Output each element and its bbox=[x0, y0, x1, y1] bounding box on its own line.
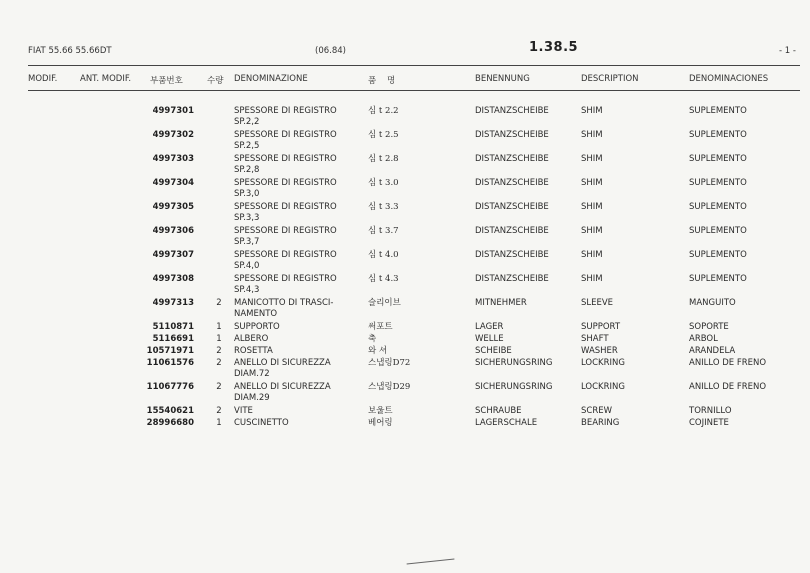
quantity: 2 bbox=[216, 406, 222, 416]
spanish-name: ANILLO DE FRENO bbox=[689, 382, 767, 392]
english-name: SHIM bbox=[581, 274, 603, 284]
english-name: SHIM bbox=[581, 154, 603, 164]
col-header-denominazione: DENOMINAZIONE bbox=[234, 74, 308, 84]
col-header-ant-modif: ANT. MODIF. bbox=[80, 74, 132, 84]
quantity: 1 bbox=[216, 334, 222, 344]
german-name: DISTANZSCHEIBE bbox=[475, 130, 549, 140]
part-number: 15540621 bbox=[146, 406, 194, 416]
section-number: 1.38.5 bbox=[529, 40, 579, 55]
table-row bbox=[0, 322, 810, 334]
korean-name: 베어링 bbox=[368, 418, 393, 428]
german-name: DISTANZSCHEIBE bbox=[475, 106, 549, 116]
korean-name: 축 bbox=[368, 334, 377, 344]
german-name: DISTANZSCHEIBE bbox=[475, 154, 549, 164]
table-row bbox=[0, 358, 810, 382]
italian-name bbox=[234, 226, 337, 248]
part-number: 5110871 bbox=[152, 322, 194, 332]
italian-name-line: SPESSORE DI REGISTRO bbox=[234, 130, 337, 140]
korean-name: 써포트 bbox=[368, 322, 393, 332]
spanish-name: MANGUITO bbox=[689, 298, 736, 308]
korean-name: 보울트 bbox=[368, 406, 393, 416]
spanish-name: COJINETE bbox=[689, 418, 729, 428]
korean-name: 심 t 3.0 bbox=[368, 178, 399, 188]
italian-name bbox=[234, 346, 273, 357]
italian-name-line: SP.4,3 bbox=[234, 285, 260, 295]
english-name: LOCKRING bbox=[581, 358, 625, 368]
english-name: WASHER bbox=[581, 346, 618, 356]
table-row bbox=[0, 418, 810, 430]
italian-name-line: SPESSORE DI REGISTRO bbox=[234, 202, 337, 212]
korean-name: 스냅링D72 bbox=[368, 358, 411, 368]
italian-name bbox=[234, 322, 280, 333]
table-row bbox=[0, 202, 810, 226]
italian-name bbox=[234, 106, 337, 128]
german-name: SCHRAUBE bbox=[475, 406, 522, 416]
part-number: 4997308 bbox=[152, 274, 194, 284]
italian-name-line: SP.3,3 bbox=[234, 213, 260, 223]
part-number: 4997302 bbox=[152, 130, 194, 140]
italian-name bbox=[234, 274, 337, 296]
part-number: 4997313 bbox=[152, 298, 194, 308]
table-row bbox=[0, 106, 810, 130]
part-number: 4997303 bbox=[152, 154, 194, 164]
english-name: SHIM bbox=[581, 250, 603, 260]
quantity: 2 bbox=[216, 298, 222, 308]
spanish-name: SUPLEMENTO bbox=[689, 106, 747, 116]
italian-name-line: SP.4,0 bbox=[234, 261, 260, 271]
italian-name-line: ALBERO bbox=[234, 334, 269, 344]
italian-name-line: NAMENTO bbox=[234, 309, 278, 319]
german-name: LAGER bbox=[475, 322, 504, 332]
italian-name bbox=[234, 178, 337, 200]
italian-name bbox=[234, 334, 268, 345]
german-name: SICHERUNGSRING bbox=[475, 382, 553, 392]
english-name: SHIM bbox=[581, 130, 603, 140]
col-header-benennung: BENENNUNG bbox=[475, 74, 530, 84]
english-name: LOCKRING bbox=[581, 382, 625, 392]
italian-name-line: VITE bbox=[234, 406, 253, 416]
italian-name-line: SPESSORE DI REGISTRO bbox=[234, 274, 337, 284]
italian-name bbox=[234, 250, 337, 272]
italian-name bbox=[234, 358, 331, 380]
table-row bbox=[0, 178, 810, 202]
part-number: 4997305 bbox=[152, 202, 194, 212]
german-name: DISTANZSCHEIBE bbox=[475, 202, 549, 212]
catalog-date: (06.84) bbox=[315, 46, 346, 56]
table-row bbox=[0, 226, 810, 250]
spanish-name: TORNILLO bbox=[689, 406, 732, 416]
spanish-name: SUPLEMENTO bbox=[689, 130, 747, 140]
italian-name-line: SPESSORE DI REGISTRO bbox=[234, 154, 337, 164]
german-name: DISTANZSCHEIBE bbox=[475, 178, 549, 188]
parts-table bbox=[0, 106, 810, 430]
spanish-name: ARANDELA bbox=[689, 346, 736, 356]
col-header-modif: MODIF. bbox=[28, 74, 58, 84]
col-header-description: DESCRIPTION bbox=[581, 74, 639, 84]
spanish-name: SUPLEMENTO bbox=[689, 178, 747, 188]
italian-name-line: SP.3,7 bbox=[234, 237, 260, 247]
english-name: SHIM bbox=[581, 106, 603, 116]
col-header-qty: 수량 bbox=[207, 76, 224, 86]
italian-name bbox=[234, 382, 331, 404]
italian-name-line: ANELLO DI SICUREZZA bbox=[234, 382, 331, 392]
italian-name bbox=[234, 406, 253, 417]
page-number: - 1 - bbox=[779, 46, 796, 56]
part-number: 4997307 bbox=[152, 250, 194, 260]
english-name: BEARING bbox=[581, 418, 620, 428]
table-row bbox=[0, 274, 810, 298]
part-number: 11067776 bbox=[146, 382, 194, 392]
italian-name-line: ANELLO DI SICUREZZA bbox=[234, 358, 331, 368]
spanish-name: ARBOL bbox=[689, 334, 718, 344]
korean-name: 스냅링D29 bbox=[368, 382, 411, 392]
header-top-rule bbox=[28, 65, 800, 66]
italian-name-line: SPESSORE DI REGISTRO bbox=[234, 226, 337, 236]
korean-name: 심 t 3.3 bbox=[368, 202, 399, 212]
italian-name-line: SP.3,0 bbox=[234, 189, 260, 199]
italian-name-line: SPESSORE DI REGISTRO bbox=[234, 106, 337, 116]
german-name: DISTANZSCHEIBE bbox=[475, 250, 549, 260]
german-name: DISTANZSCHEIBE bbox=[475, 226, 549, 236]
italian-name-line: DIAM.29 bbox=[234, 393, 270, 403]
italian-name-line: SPESSORE DI REGISTRO bbox=[234, 250, 337, 260]
german-name: LAGERSCHALE bbox=[475, 418, 538, 428]
spanish-name: ANILLO DE FRENO bbox=[689, 358, 767, 368]
german-name: SCHEIBE bbox=[475, 346, 512, 356]
italian-name-line: SPESSORE DI REGISTRO bbox=[234, 178, 337, 188]
italian-name-line: SP.2,8 bbox=[234, 165, 260, 175]
spanish-name: SUPLEMENTO bbox=[689, 274, 747, 284]
table-row bbox=[0, 154, 810, 178]
part-number: 4997306 bbox=[152, 226, 194, 236]
spanish-name: SOPORTE bbox=[689, 322, 729, 332]
korean-name: 심 t 4.3 bbox=[368, 274, 399, 284]
italian-name-line: ROSETTA bbox=[234, 346, 273, 356]
header-bottom-rule bbox=[28, 90, 800, 91]
italian-name-line: DIAM.72 bbox=[234, 369, 270, 379]
italian-name-line: SUPPORTO bbox=[234, 322, 280, 332]
german-name: WELLE bbox=[475, 334, 504, 344]
quantity: 2 bbox=[216, 358, 222, 368]
italian-name-line: SP.2,5 bbox=[234, 141, 260, 151]
korean-name: 심 t 2.2 bbox=[368, 106, 399, 116]
italian-name bbox=[234, 202, 337, 224]
spanish-name: SUPLEMENTO bbox=[689, 250, 747, 260]
german-name: DISTANZSCHEIBE bbox=[475, 274, 549, 284]
korean-name: 심 t 2.5 bbox=[368, 130, 399, 140]
spanish-name: SUPLEMENTO bbox=[689, 226, 747, 236]
part-number: 4997304 bbox=[152, 178, 194, 188]
col-header-denominaciones: DENOMINACIONES bbox=[689, 74, 769, 84]
spanish-name: SUPLEMENTO bbox=[689, 154, 747, 164]
italian-name bbox=[234, 418, 289, 429]
korean-name: 심 t 4.0 bbox=[368, 250, 399, 260]
table-row bbox=[0, 346, 810, 358]
table-row bbox=[0, 406, 810, 418]
quantity: 2 bbox=[216, 346, 222, 356]
table-row bbox=[0, 298, 810, 322]
spanish-name: SUPLEMENTO bbox=[689, 202, 747, 212]
part-number: 10571971 bbox=[146, 346, 194, 356]
italian-name bbox=[234, 130, 337, 152]
col-header-korean-name: 품 명 bbox=[368, 76, 396, 86]
english-name: SHIM bbox=[581, 178, 603, 188]
quantity: 1 bbox=[216, 418, 222, 428]
korean-name: 와 셔 bbox=[368, 346, 388, 356]
german-name: SICHERUNGSRING bbox=[475, 358, 553, 368]
korean-name: 심 t 3.7 bbox=[368, 226, 399, 236]
english-name: SCREW bbox=[581, 406, 613, 416]
english-name: SHAFT bbox=[581, 334, 609, 344]
italian-name-line: CUSCINETTO bbox=[234, 418, 289, 428]
col-header-part-no: 부품번호 bbox=[150, 76, 183, 86]
german-name: MITNEHMER bbox=[475, 298, 527, 308]
part-number: 28996680 bbox=[146, 418, 194, 428]
handwritten-mark bbox=[407, 559, 456, 573]
part-number: 5116691 bbox=[152, 334, 194, 344]
table-row bbox=[0, 250, 810, 274]
part-number: 11061576 bbox=[146, 358, 194, 368]
english-name: SHIM bbox=[581, 226, 603, 236]
italian-name-line: MANICOTTO DI TRASCI- bbox=[234, 298, 334, 308]
korean-name: 심 t 2.8 bbox=[368, 154, 399, 164]
quantity: 1 bbox=[216, 322, 222, 332]
quantity: 2 bbox=[216, 382, 222, 392]
korean-name: 슬리이브 bbox=[368, 298, 401, 308]
italian-name-line: SP.2,2 bbox=[234, 117, 260, 127]
english-name: SLEEVE bbox=[581, 298, 614, 308]
table-row bbox=[0, 130, 810, 154]
part-number: 4997301 bbox=[152, 106, 194, 116]
table-row bbox=[0, 334, 810, 346]
italian-name bbox=[234, 298, 334, 320]
english-name: SUPPORT bbox=[581, 322, 621, 332]
model-title: FIAT 55.66 55.66DT bbox=[28, 46, 112, 56]
table-row bbox=[0, 382, 810, 406]
english-name: SHIM bbox=[581, 202, 603, 212]
italian-name bbox=[234, 154, 337, 176]
